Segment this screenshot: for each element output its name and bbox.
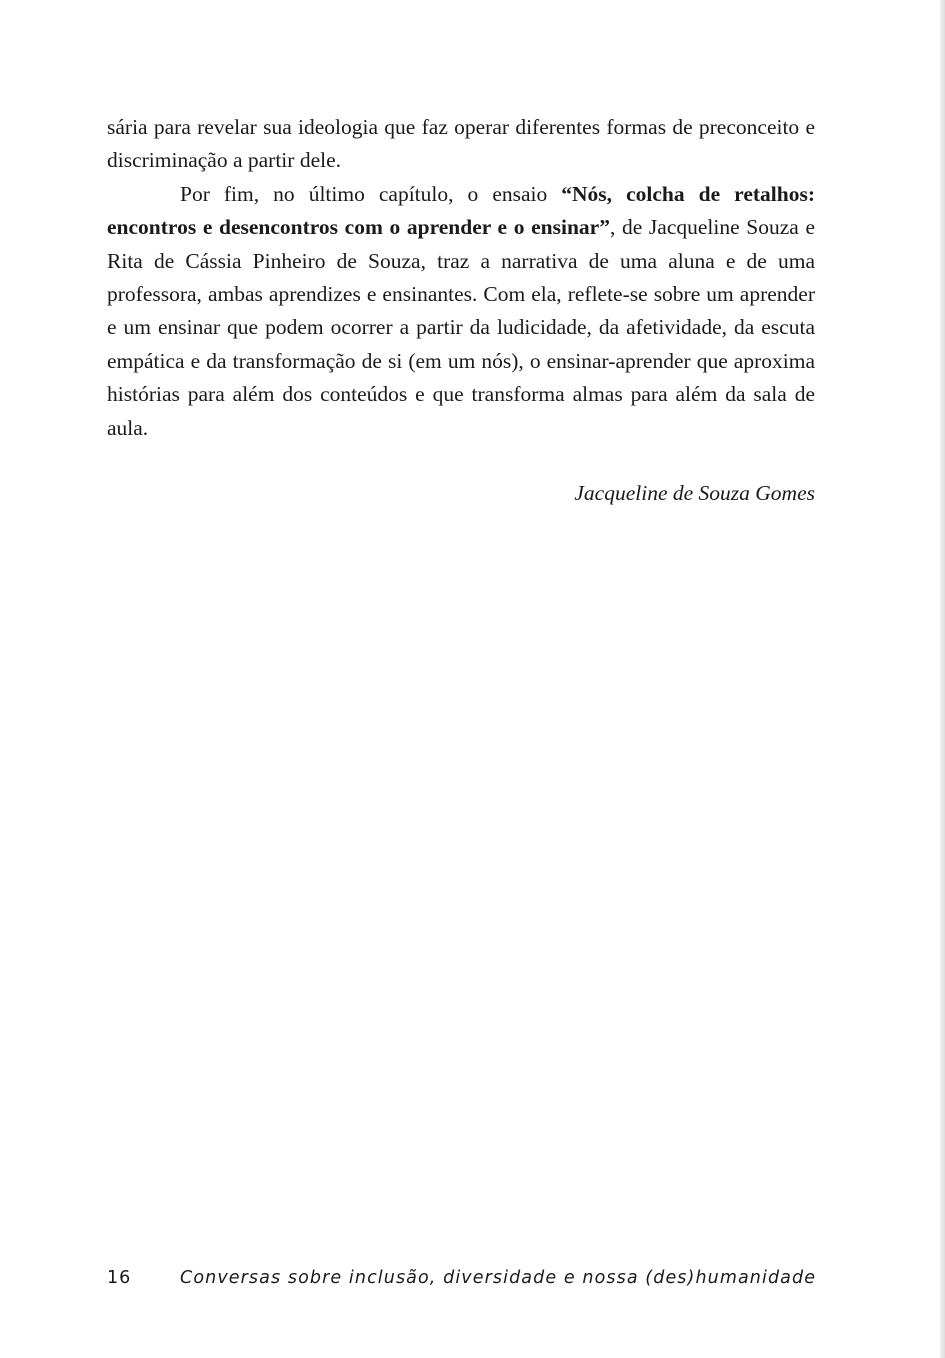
running-title: Conversas sobre inclusão, diversidade e nossa (des)humanidade [180,1268,817,1288]
essay-title: Nós, colcha de retalhos: encontros e desencontros com o aprender e o ensinar [107,181,815,240]
paragraph-final-chapter [107,178,815,445]
paragraph-lead: Por fim, no último capítulo, o ensaio [180,181,562,206]
main-text [107,111,815,445]
page-number: 16 [107,1268,132,1288]
paragraph-continuation: sária para revelar sua ideologia que faz operar diferentes formas de preconceito e discriminação a partir dele. [107,115,815,173]
author-signature: Jacqueline de Souza Gomes [574,481,815,505]
page-edge-shadow [940,0,945,1358]
paragraph-rest: , de Jacqueline Souza e Rita de Cássia Pinheiro de Souza, traz a narrativa de uma aluna e de uma professora, ambas aprendizes e ensinantes. Com ela, reflete-se sobre um aprender e um ensinar que podem ocorrer a partir da ludicidade, da afetividade, da escuta empática e da transformação de si (em um nós), o ensinar-aprender que aproxima histórias para além dos conteúdos e que transforma almas para além da sala de aula. [107,215,815,440]
open-quote: “ [561,181,573,206]
close-quote: ” [599,215,610,240]
